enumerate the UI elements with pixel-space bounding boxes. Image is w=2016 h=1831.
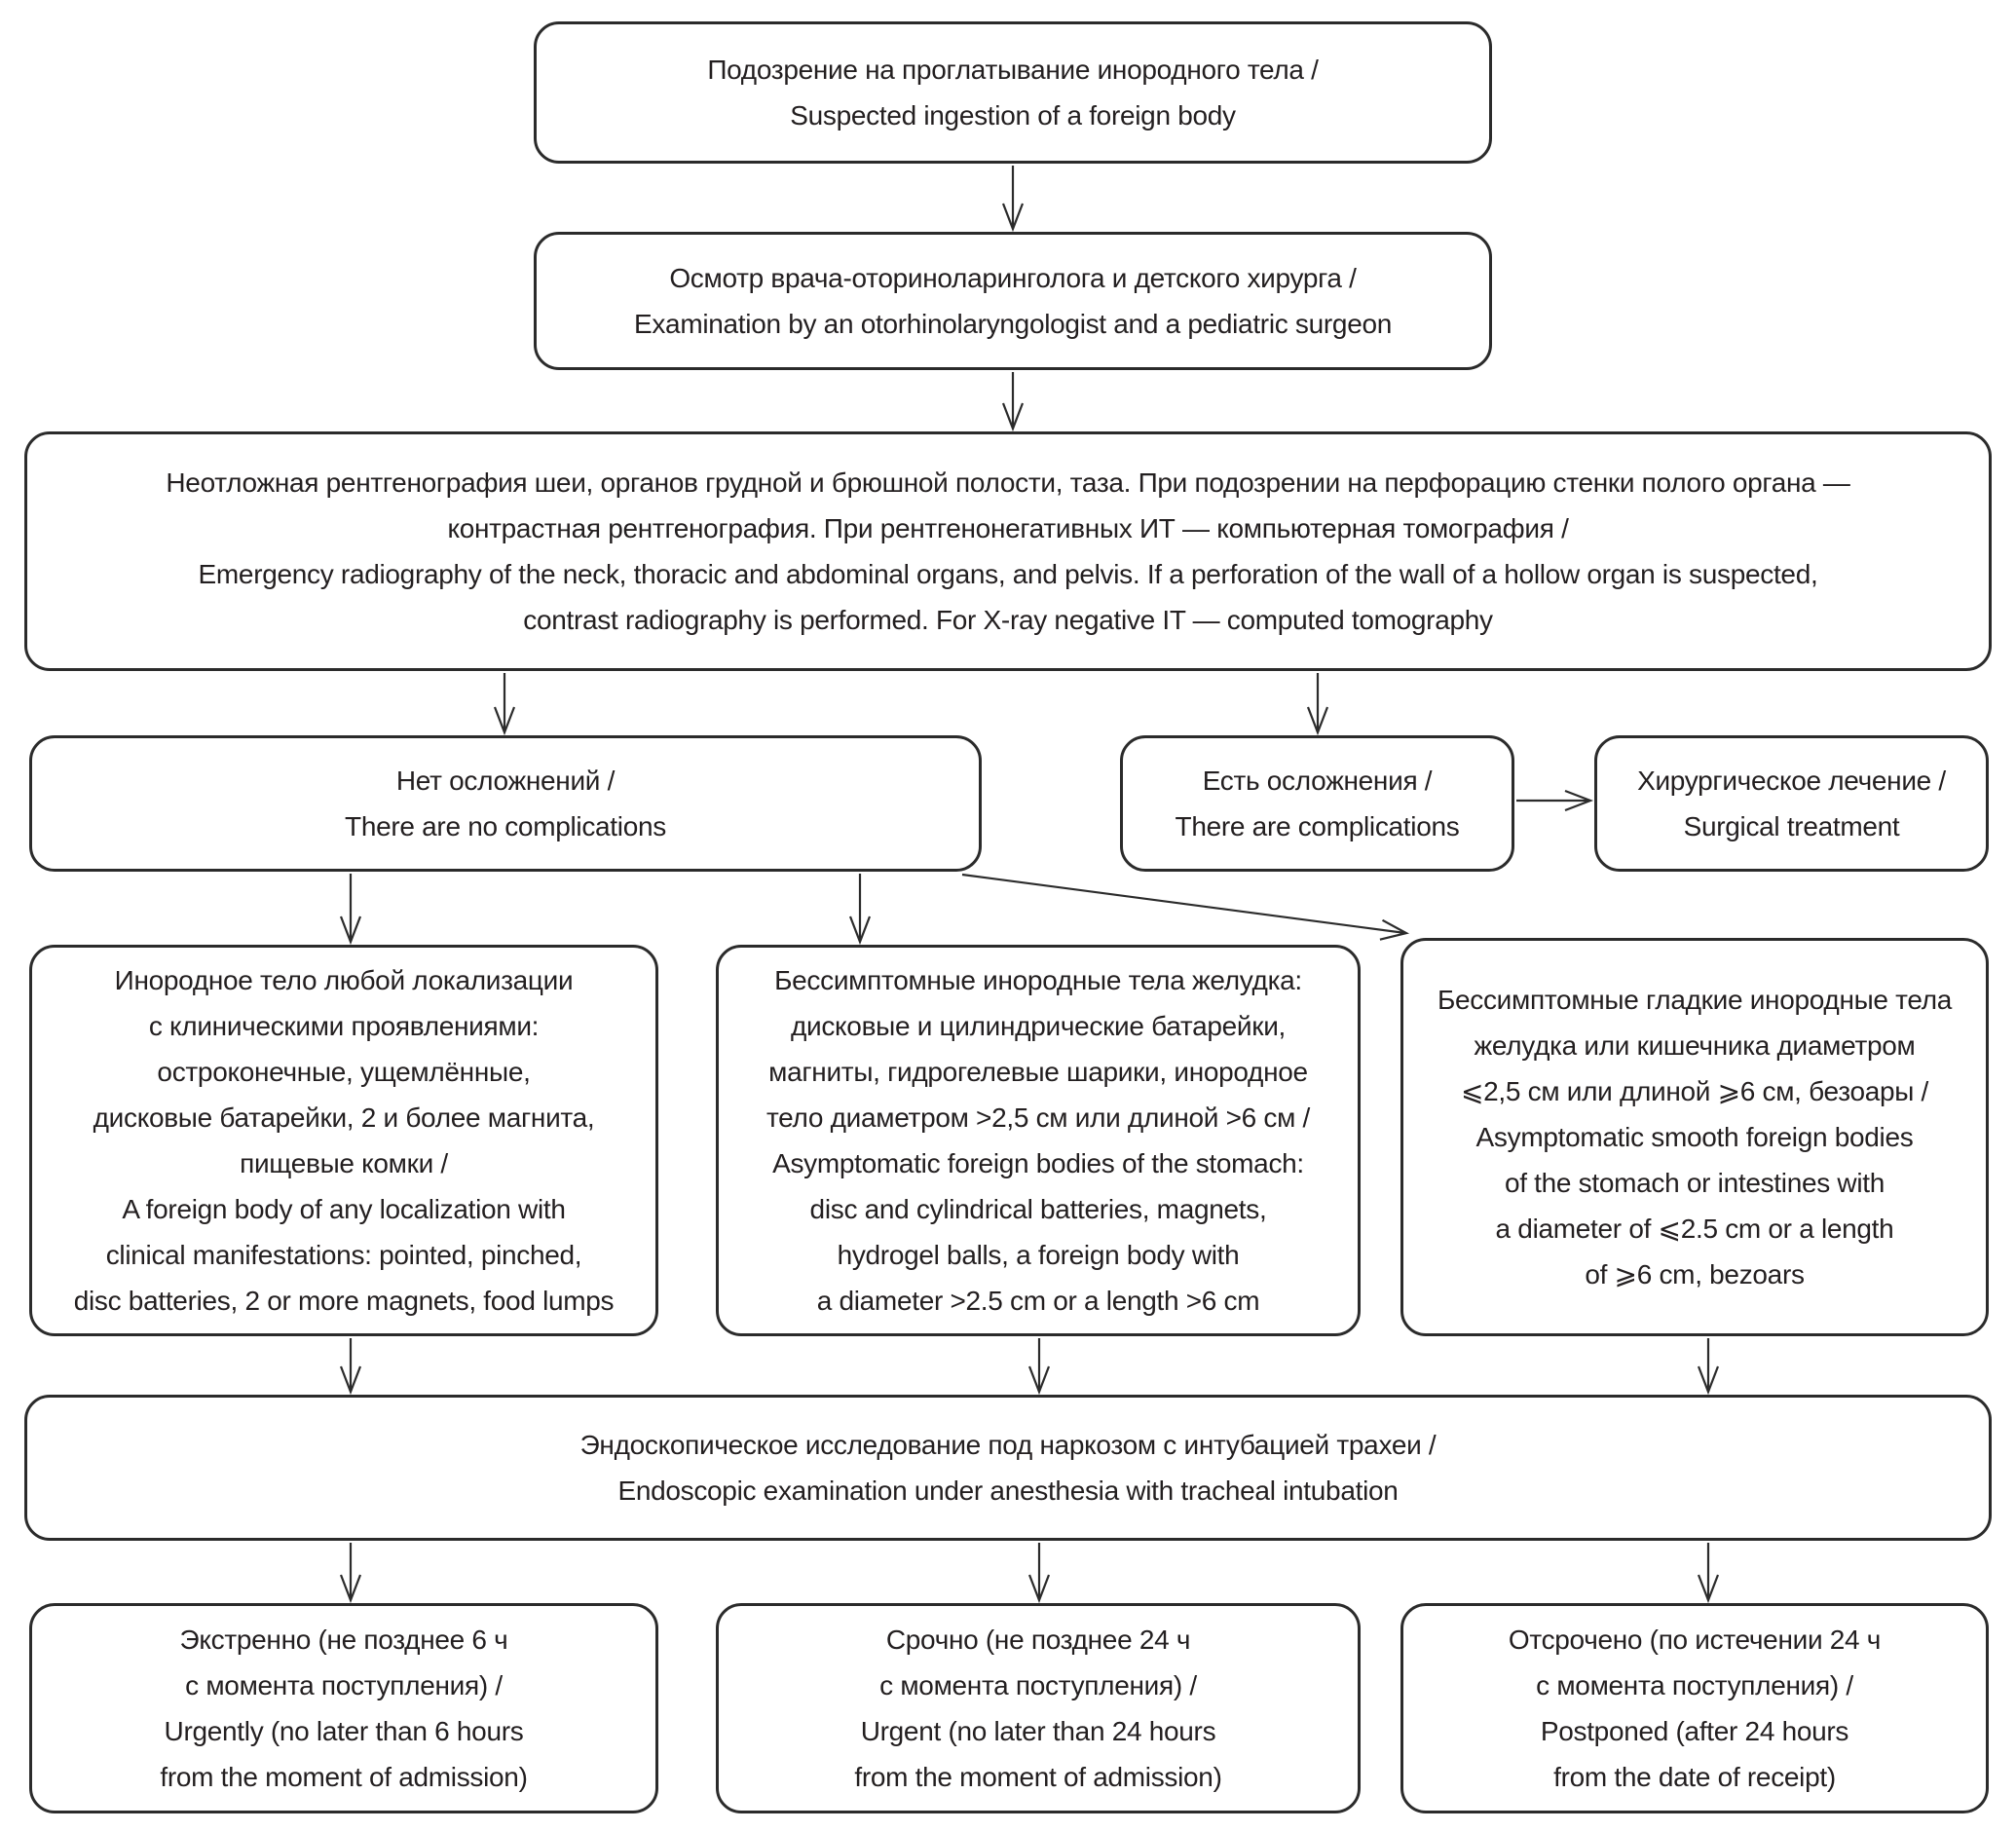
- node-complications: [1120, 735, 1514, 872]
- node-text-line: контрастная рентгенография. При рентгенонегативных ИТ — компьютерная томография /: [447, 513, 1569, 543]
- node-text-line: Эндоскопическое исследование под наркозом с интубацией трахеи /: [579, 1430, 1437, 1460]
- node-urgently-6h: [29, 1603, 658, 1813]
- node-text-line: дисковые батарейки, 2 и более магнита,: [93, 1102, 595, 1133]
- node-text-line: from the moment of admission): [854, 1762, 1222, 1792]
- node-text-line: с момента поступления) /: [185, 1670, 503, 1700]
- node-text-line: Asymptomatic smooth foreign bodies: [1475, 1122, 1914, 1152]
- node-text-line: Осмотр врача-оториноларинголога и детского хирурга /: [669, 263, 1357, 293]
- node-text-line: Urgent (no later than 24 hours: [860, 1716, 1216, 1746]
- node-text-line: Хирургическое лечение /: [1637, 766, 1946, 796]
- node-postponed-24h: [1400, 1603, 1989, 1813]
- node-text-line: Бессимптомные гладкие инородные тела: [1437, 985, 1953, 1015]
- node-surgical-treatment: [1594, 735, 1989, 872]
- node-text-line: Asymptomatic foreign bodies of the stomach:: [772, 1148, 1304, 1178]
- node-text-line: of ⩾6 cm, bezoars: [1585, 1259, 1805, 1289]
- node-asymptomatic-smooth-foreign-bodies: [1400, 938, 1989, 1336]
- node-asymptomatic-stomach-foreign-bodies: [716, 945, 1361, 1336]
- node-text-line: Неотложная рентгенография шеи, органов грудной и брюшной полости, таза. При подозрении на перфорацию стенки полого органа —: [166, 467, 1850, 498]
- node-text-line: Нет осложнений /: [395, 766, 616, 796]
- node-text-line: from the date of receipt): [1553, 1762, 1836, 1792]
- node-text-line: of the stomach or intestines with: [1504, 1168, 1885, 1198]
- node-text-line: There are no complications: [345, 811, 666, 841]
- node-text-line: Бессимптомные инородные тела желудка:: [774, 965, 1302, 995]
- node-text-line: A foreign body of any localization with: [122, 1194, 566, 1224]
- node-text-line: a diameter >2.5 cm or a length >6 cm: [816, 1286, 1260, 1316]
- node-text-line: contrast radiography is performed. For X-ray negative IT — computed tomography: [523, 605, 1493, 635]
- node-text-line: Срочно (не позднее 24 ч: [885, 1625, 1191, 1655]
- node-foreign-body-any-localization: [29, 945, 658, 1336]
- node-text-line: Examination by an otorhinolaryngologist and a pediatric surgeon: [633, 309, 1393, 339]
- node-text-line: from the moment of admission): [160, 1762, 528, 1792]
- node-suspected-ingestion: [534, 21, 1492, 164]
- node-no-complications: [29, 735, 982, 872]
- node-text-line: Экстренно (не позднее 6 ч: [179, 1625, 508, 1655]
- node-text-line: Инородное тело любой локализации: [114, 965, 574, 995]
- node-text-line: магниты, гидрогелевые шарики, инородное: [768, 1057, 1308, 1087]
- node-text-line: a diameter of ⩽2.5 cm or a length: [1495, 1214, 1894, 1244]
- node-text-line: Отсрочено (по истечении 24 ч: [1508, 1625, 1882, 1655]
- node-text-line: тело диаметром >2,5 см или длиной >6 см /: [765, 1102, 1311, 1133]
- node-text-line: Surgical treatment: [1683, 811, 1900, 841]
- node-text-line: с момента поступления) /: [1536, 1670, 1853, 1700]
- node-text-line: ⩽2,5 см или длиной ⩾6 см, безоары /: [1460, 1076, 1929, 1106]
- node-text-line: Подозрение на проглатывание инородного тела /: [707, 55, 1319, 85]
- node-examination: [534, 232, 1492, 370]
- node-text-line: остроконечные, ущемлённые,: [157, 1057, 531, 1087]
- node-text-line: There are complications: [1175, 811, 1460, 841]
- node-text-line: Есть осложнения /: [1202, 766, 1433, 796]
- node-text-line: с клиническими проявлениями:: [148, 1011, 540, 1041]
- node-text-line: disc batteries, 2 or more magnets, food lumps: [73, 1286, 615, 1316]
- node-text-line: Postponed (after 24 hours: [1540, 1716, 1849, 1746]
- node-text-line: disc and cylindrical batteries, magnets,: [809, 1194, 1267, 1224]
- node-text-line: clinical manifestations: pointed, pinched,: [105, 1240, 582, 1270]
- node-text-line: пищевые комки /: [240, 1148, 448, 1178]
- node-text-line: Urgently (no later than 6 hours: [164, 1716, 524, 1746]
- node-text-line: с момента поступления) /: [879, 1670, 1197, 1700]
- node-endoscopic-examination: [24, 1395, 1992, 1541]
- node-urgent-24h: [716, 1603, 1361, 1813]
- node-text-line: дисковые и цилиндрические батарейки,: [790, 1011, 1287, 1041]
- node-text-line: hydrogel balls, a foreign body with: [837, 1240, 1240, 1270]
- node-text-line: Emergency radiography of the neck, thoracic and abdominal organs, and pelvis. If a perforation of the wall of a hollow organ is suspected,: [198, 559, 1818, 589]
- node-text-line: желудка или кишечника диаметром: [1474, 1030, 1916, 1061]
- node-emergency-radiography: [24, 431, 1992, 671]
- node-text-line: Suspected ingestion of a foreign body: [790, 100, 1236, 131]
- node-text-line: Endoscopic examination under anesthesia with tracheal intubation: [617, 1476, 1399, 1506]
- arrow-no-complications-to-smooth: [962, 875, 1405, 933]
